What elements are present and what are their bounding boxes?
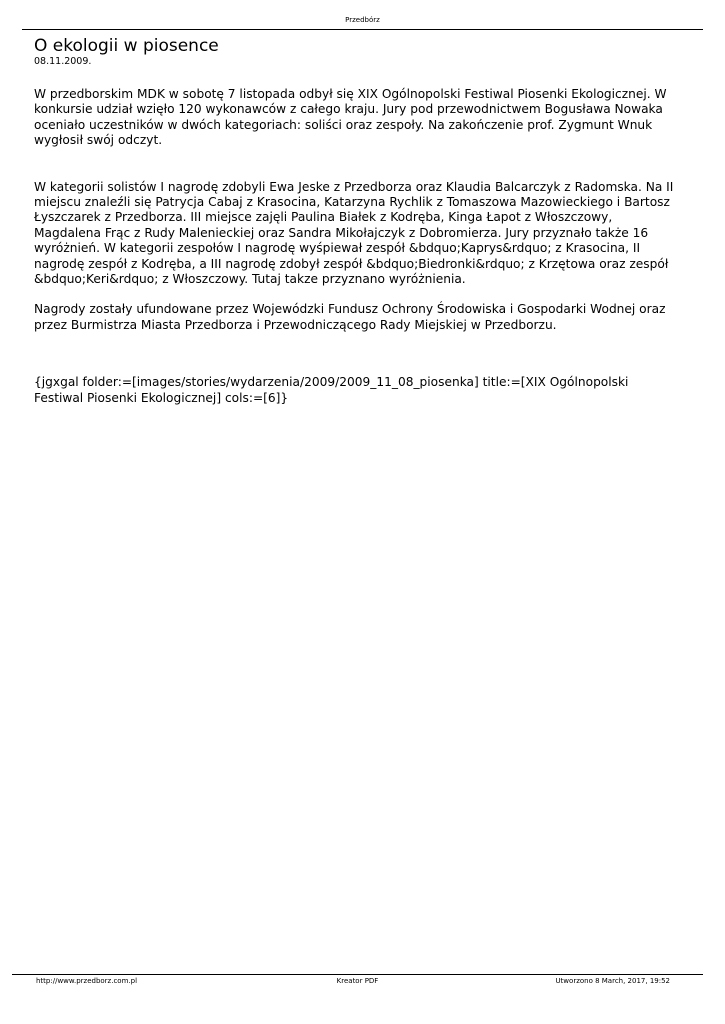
footer-url[interactable]: http://www.przedborz.com.pl	[36, 977, 138, 985]
article-paragraph-intro: W przedborskim MDK w sobotę 7 listopada odbył się XIX Ogólnopolski Festiwal Piosenki Ekologicznej. W konkursie udział wzięło 120 wykonawców z całego kraju. Jury pod przewodnictwem Bogusława Nowaka oceniało uczestników w dwóch kategoriach: soliści oraz zespoły. Na zakończenie prof. Zygmunt Wnuk wygłosił swój odczyt.	[34, 87, 667, 148]
article-date: 08.11.2009.	[34, 56, 92, 67]
site-name: Przedbórz	[345, 16, 380, 24]
page-footer	[12, 974, 703, 987]
gallery-shortcode: {jgxgal folder:=[images/stories/wydarzenia/2009/2009_11_08_piosenka] title:=[XIX Ogólnopolski Festiwal Piosenki Ekologicznej] cols:=[6]}	[34, 375, 629, 405]
page-header	[22, 0, 703, 30]
article	[34, 37, 689, 406]
article-title: O ekologii w piosence	[34, 36, 219, 56]
footer-generator: Kreator PDF	[336, 977, 379, 985]
footer-created-date: Utworzono 8 March, 2017, 19:52	[555, 977, 670, 985]
article-paragraph-sponsors: Nagrody zostały ufundowane przez Wojewódzki Fundusz Ochrony Środowiska i Gospodarki Wodnej oraz przez Burmistrza Miasta Przedborza i Przewodniczącego Rady Miejskiej w Przedborzu.	[34, 302, 666, 332]
article-paragraph-winners: W kategorii solistów I nagrodę zdobyli Ewa Jeske z Przedborza oraz Klaudia Balcarczyk z Radomska. Na II miejscu znaleźli się Patrycja Cabaj z Krasocina, Katarzyna Rychlik z Tomaszowa Mazowieckiego i Bartosz Łyszczarek z Przedborza. III miejsce zajęli Paulina Białek z Kodręba, Kinga Łapot z Włoszczowy, Magdalena Frąc z Rudy Malenieckiej oraz Sandra Mikołajczyk z Dobromierza. Jury przyznało także 16 wyróżnień. W kategorii zespołów I nagrodę wyśpiewał zespół &bdquo;Kaprys&rdquo; z Krasocina, II nagrodę zespół z Kodręba, a III nagrodę zdobył zespół &bdquo;Biedronki&rdquo; z Krzętowa oraz zespół &bdquo;Keri&rdquo; z Włoszczowy. Tutaj takze przyznano wyróżnienia.	[34, 179, 674, 287]
